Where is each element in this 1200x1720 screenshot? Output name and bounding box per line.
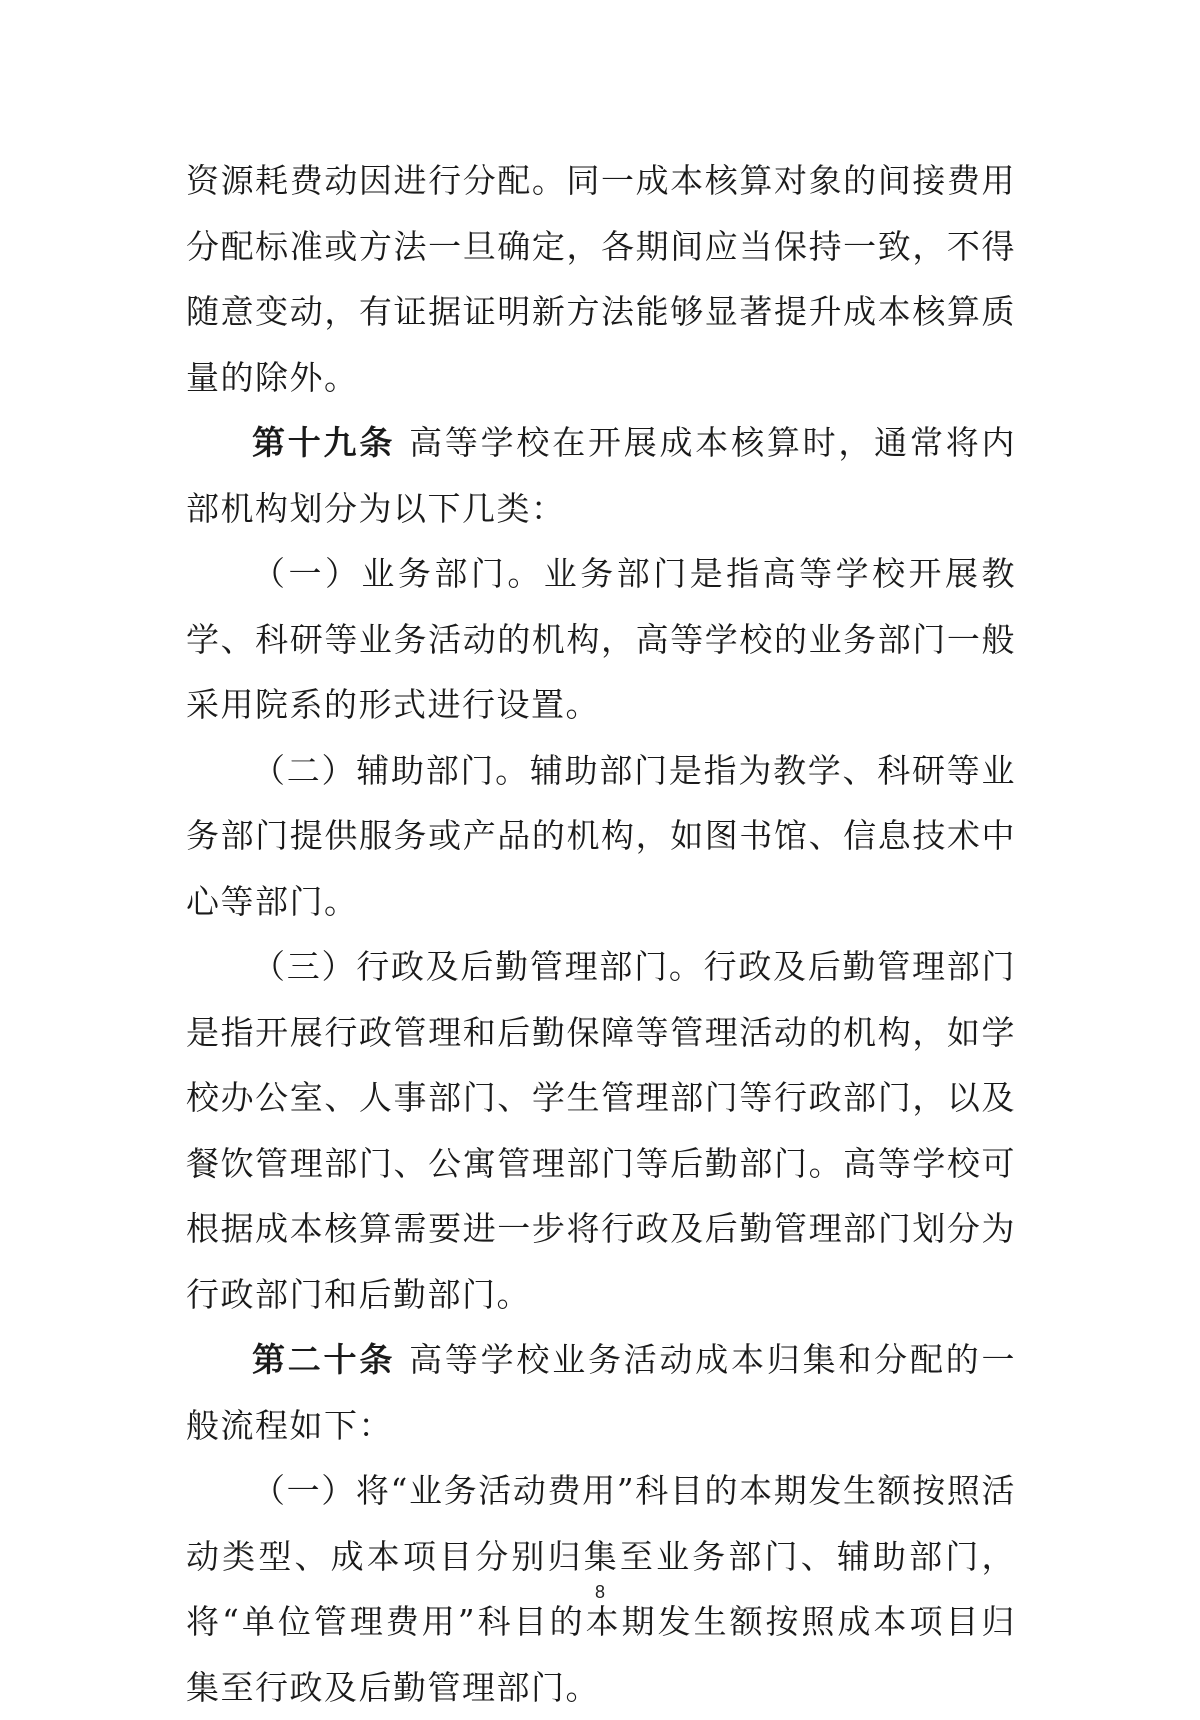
document-body: [186, 148, 1016, 1720]
article-19-item-3: [186, 934, 1016, 1327]
article-19: [186, 410, 1016, 541]
article-19-item-2: [186, 738, 1016, 935]
paragraph-text: （三）行政及后勤管理部门。行政及后勤管理部门是指开展行政管理和后勤保障等管理活动的机构，如学校办公室、人事部门、学生管理部门等行政部门，以及餐饮管理部门、公寓管理部门等后勤部门。高等学校可根据成本核算需要进一步将行政及后勤管理部门划分为行政部门和后勤部门。: [186, 947, 1016, 1314]
paragraph-text: （一）业务部门。业务部门是指高等学校开展教学、科研等业务活动的机构，高等学校的业务部门一般采用院系的形式进行设置。: [186, 554, 1016, 724]
article-20: [186, 1327, 1016, 1458]
paragraph-text: （二）辅助部门。辅助部门是指为教学、科研等业务部门提供服务或产品的机构，如图书馆、信息技术中心等部门。: [186, 750, 1016, 921]
paragraph-text: （一）将“业务活动费用”科目的本期发生额按照活动类型、成本项目分别归集至业务部门、辅助部门，将“单位管理费用”科目的本期发生额按照成本项目归集至行政及后勤管理部门。: [186, 1471, 1016, 1707]
paragraph-text: 高等学校在开展成本核算时，通常将内部机构划分为以下几类：: [186, 423, 1017, 528]
article-heading: 第二十条: [252, 1340, 396, 1379]
article-19-item-1: [186, 541, 1016, 738]
article-heading: 第十九条: [252, 423, 396, 462]
paragraph-text: 资源耗费动因进行分配。同一成本核算对象的间接费用分配标准或方法一旦确定，各期间应当保持一致，不得随意变动，有证据证明新方法能够显著提升成本核算质量的除外。: [186, 161, 1016, 397]
paragraph-continuation: [186, 148, 1016, 410]
paragraph-text: 高等学校业务活动成本归集和分配的一般流程如下：: [186, 1340, 1017, 1445]
page-number: 8: [594, 1582, 605, 1602]
